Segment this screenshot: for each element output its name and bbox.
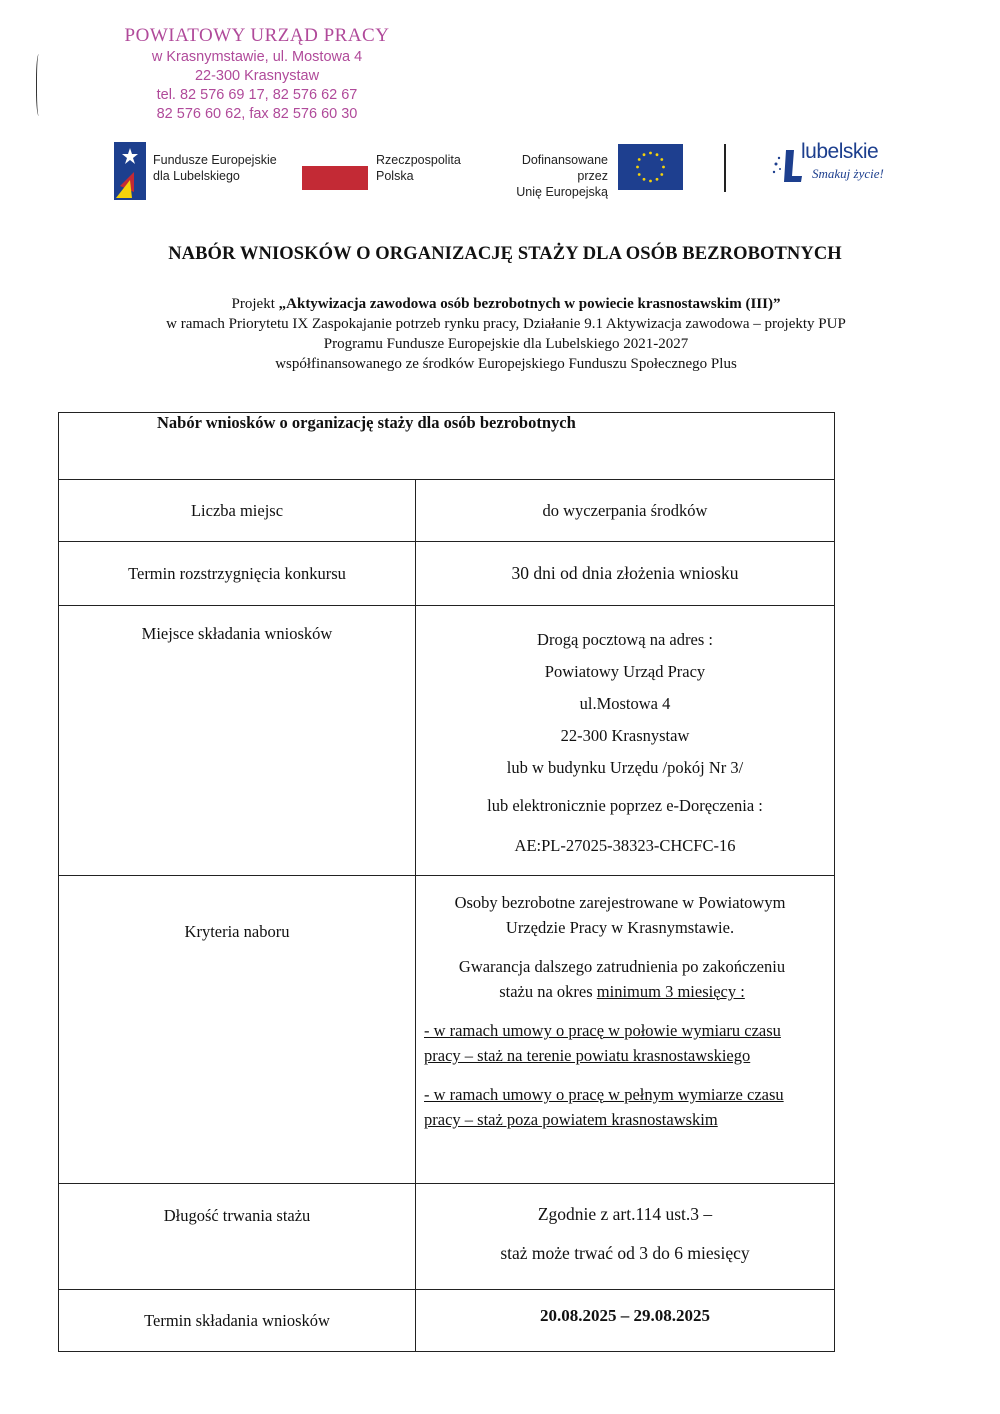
address-line: ul.Mostowa 4 xyxy=(579,694,671,713)
row-label: Termin składania wniosków xyxy=(59,1290,416,1352)
row-value: do wyczerpania środków xyxy=(416,480,835,542)
project-name: „Aktywizacja zawodowa osób bezrobotnych w powiecie krasnostawskim (III)” xyxy=(278,296,781,312)
fe-line-1: Fundusze Europejskie xyxy=(153,153,277,167)
stamp-line-3: 22-300 Krasnystaw xyxy=(194,68,320,84)
row-label: Termin rozstrzygnięcia konkursu xyxy=(59,542,416,606)
address-line: Powiatowy Urząd Pracy xyxy=(544,662,706,681)
criteria-guarantee xyxy=(424,954,800,1004)
row-label: Liczba miejsc xyxy=(59,480,416,542)
row-value xyxy=(416,606,835,876)
table-row xyxy=(59,542,835,606)
fundusze-europejskie-logo xyxy=(114,142,146,200)
rp-line-2: Polska xyxy=(376,169,414,183)
stamp-line-1: POWIATOWY URZĄD PRACY xyxy=(124,25,390,46)
row-value xyxy=(416,1184,835,1290)
ue-text xyxy=(490,152,608,200)
row-label: Miejsce składania wniosków xyxy=(59,606,416,876)
poland-flag xyxy=(302,166,368,190)
table-row xyxy=(59,606,835,876)
rp-text xyxy=(376,152,461,184)
address-line: lub w budynku Urzędu /pokój Nr 3/ xyxy=(506,758,744,777)
lubelskie-slogan: Smakuj życie! xyxy=(812,166,884,181)
table-row xyxy=(59,1184,835,1290)
project-line-2: w ramach Priorytetu IX Zaspokajanie potrzeb rynku pracy, Działanie 9.1 Aktywizacja zawodowa – projekty PUP xyxy=(166,316,846,332)
row-value: 20.08.2025 – 29.08.2025 xyxy=(416,1290,835,1352)
project-line-1 xyxy=(0,294,1000,314)
margin-bracket-mark xyxy=(36,54,43,116)
stamp-line-5: 82 576 60 62, fax 82 576 60 30 xyxy=(156,106,358,122)
project-line-4: współfinansowanego ze środków Europejskiego Funduszu Społecznego Plus xyxy=(275,356,737,372)
edelivery-address: AE:PL-27025-38323-CHCFC-16 xyxy=(514,836,736,855)
criteria-registered: Osoby bezrobotne zarejestrowane w Powiatowym Urzędzie Pracy w Krasnymstawie. xyxy=(454,893,786,937)
row-value: 30 dni od dnia złożenia wniosku xyxy=(416,542,835,606)
criteria-full-time: - w ramach umowy o pracę w pełnym wymiarze czasu pracy – staż poza powiatem krasnostawskim xyxy=(424,1085,784,1129)
table-header: Nabór wniosków o organizację staży dla osób bezrobotnych xyxy=(59,413,835,480)
row-label: Długość trwania stażu xyxy=(59,1184,416,1290)
stamp-line-4: tel. 82 576 69 17, 82 576 62 67 xyxy=(156,87,358,103)
stamp-line-2: w Krasnymstawie, ul. Mostowa 4 xyxy=(151,49,363,65)
logo-separator xyxy=(724,144,726,192)
eu-flag xyxy=(618,144,683,190)
lubelskie-name: lubelskie xyxy=(801,140,879,163)
project-line-3: Programu Fundusze Europejskie dla Lubelskiego 2021-2027 xyxy=(323,336,689,352)
criteria-half-time: - w ramach umowy o pracę w połowie wymiaru czasu pracy – staż na terenie powiatu krasnostawskiego xyxy=(424,1021,781,1065)
address-line: Drogą pocztową na adres : xyxy=(537,630,713,649)
ue-line-1: Dofinansowane przez xyxy=(521,153,608,183)
project-description xyxy=(0,294,1000,374)
table-row xyxy=(59,480,835,542)
project-prefix: Projekt xyxy=(231,296,279,312)
rp-line-1: Rzeczpospolita xyxy=(376,153,461,167)
guarantee-minimum: minimum 3 miesięcy : xyxy=(596,982,745,1001)
table-row xyxy=(59,876,835,1184)
row-value xyxy=(416,876,835,1184)
duration-line-2: staż może trwać od 3 do 6 miesięcy xyxy=(500,1243,750,1263)
address-line: 22-300 Krasnystaw xyxy=(560,726,690,745)
guarantee-text: Gwarancja dalszego zatrudnienia po zakończeniu stażu na okres xyxy=(458,957,786,1001)
page-title: NABÓR WNIOSKÓW O ORGANIZACJĘ STAŻY DLA OSÓB BEZROBOTNYCH xyxy=(168,244,842,264)
row-label: Kryteria naboru xyxy=(59,876,416,1184)
duration-line-1: Zgodnie z art.114 ust.3 – xyxy=(537,1204,713,1224)
ue-line-2: Unię Europejską xyxy=(516,185,608,199)
logo-strip xyxy=(0,138,1000,208)
table-header-row xyxy=(59,413,835,480)
fe-logo-text xyxy=(153,152,277,184)
fe-line-2: dla Lubelskiego xyxy=(153,169,240,183)
table-row xyxy=(59,1290,835,1352)
address-line: lub elektronicznie poprzez e-Doręczenia : xyxy=(487,796,763,815)
office-stamp xyxy=(112,24,402,124)
recruitment-table xyxy=(58,412,835,1352)
